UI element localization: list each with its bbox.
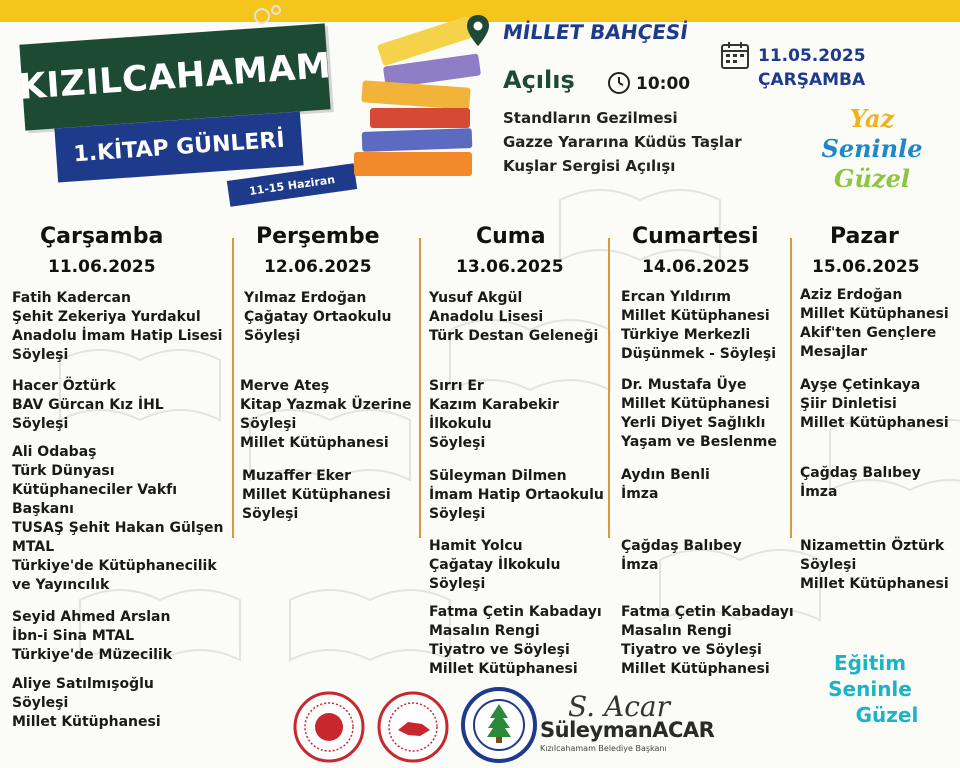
- entry-line: Tiyatro ve Söyleşi: [429, 642, 570, 658]
- entry-line: Aziz Erdoğan: [800, 287, 903, 303]
- schedule-entry: [800, 286, 949, 362]
- entry-line: Dr. Mustafa Üye: [621, 377, 747, 393]
- entry-line: Düşünmek - Söyleşi: [621, 346, 777, 362]
- entry-line: Sırrı Er: [429, 378, 484, 394]
- title-event: 1.KİTAP GÜNLERİ: [72, 127, 286, 167]
- entry-line: Şehit Zekeriya Yurdakul: [12, 309, 201, 325]
- mayor-signature: S. Acar: [568, 690, 670, 723]
- entry-line: Çağatay Ortaokulu: [244, 309, 392, 325]
- entry-line: Söyleşi: [800, 557, 857, 573]
- entry-line: Söyleşi: [12, 416, 69, 432]
- opening-date-block: [758, 44, 866, 92]
- entry-line: Türkiye Merkezli: [621, 327, 751, 343]
- entry-line: Millet Kütüphanesi: [621, 661, 770, 677]
- entry-line: Millet Kütüphanesi: [800, 415, 949, 431]
- entry-line: ve Yayıncılık: [12, 577, 110, 593]
- entry-line: Hamit Yolcu: [429, 538, 523, 554]
- schedule-entry: [800, 537, 949, 594]
- entry-line: Millet Kütüphanesi: [12, 714, 161, 730]
- entry-line: TUSAŞ Şehit Hakan Gülşen: [12, 520, 224, 536]
- venue-name: MİLLET BAHÇESİ: [501, 20, 690, 44]
- day-date: 13.06.2025: [456, 257, 564, 277]
- entry-line: Aliye Satılmışoğlu: [12, 676, 154, 692]
- mayor-last-name: ACAR: [652, 718, 715, 742]
- day-date: 14.06.2025: [642, 257, 750, 277]
- entry-line: İbn-i Sina MTAL: [12, 628, 135, 644]
- entry-line: Çağdaş Balıbey: [800, 465, 921, 481]
- entry-line: Çağdaş Balıbey: [621, 538, 742, 554]
- schedule-entry: [429, 603, 602, 679]
- opening-item: Gazze Yararına Küdüs Taşlar: [503, 133, 742, 151]
- clock-icon: [607, 71, 631, 95]
- schedule-entry: [800, 464, 921, 502]
- entry-line: Millet Kütüphanesi: [429, 661, 578, 677]
- entry-line: İmza: [800, 484, 838, 500]
- schedule-entry: [429, 537, 561, 594]
- summer-slogan: [812, 104, 932, 194]
- opening-item: Kuşlar Sergisi Açılışı: [503, 157, 676, 175]
- entry-line: Yusuf Akgül: [429, 290, 523, 306]
- books-stack-illustration: [348, 26, 488, 184]
- entry-line: Türkiye'de Kütüphanecilik: [12, 558, 217, 574]
- schedule-entry: [242, 467, 391, 524]
- entry-line: Millet Kütüphanesi: [621, 308, 770, 324]
- entry-line: Ali Odabaş: [12, 444, 97, 460]
- education-slogan: [800, 650, 940, 728]
- entry-line: İmza: [621, 557, 659, 573]
- day-date: 15.06.2025: [812, 257, 920, 277]
- entry-line: Masalın Rengi: [621, 623, 732, 639]
- day-name: Cuma: [476, 224, 546, 249]
- entry-line: Fatma Çetin Kabadayı: [621, 604, 794, 620]
- entry-line: Kütüphaneciler Vakfı: [12, 482, 178, 498]
- entry-line: Söyleşi: [240, 416, 297, 432]
- schedule-entry: [621, 603, 794, 679]
- calendar-icon: [720, 40, 750, 70]
- opening-label: Açılış: [503, 66, 575, 94]
- entry-line: Yerli Diyet Sağlıklı: [621, 415, 766, 431]
- entry-line: Ercan Yıldırım: [621, 289, 731, 305]
- ministry-seal-logo: [292, 690, 366, 764]
- slogan-line: Yaz: [849, 104, 895, 133]
- schedule-entry: [12, 443, 224, 595]
- schedule-entry: [12, 608, 172, 665]
- entry-line: Kitap Yazmak Üzerine: [240, 397, 412, 413]
- day-date: 12.06.2025: [264, 257, 372, 277]
- column-separator: [790, 238, 792, 538]
- mayor-first-name: Süleyman: [540, 718, 653, 742]
- day-name: Perşembe: [256, 224, 380, 249]
- entry-line: Yaşam ve Beslenme: [621, 434, 777, 450]
- entry-line: Millet Kütüphanesi: [800, 306, 949, 322]
- entry-line: Tiyatro ve Söyleşi: [621, 642, 762, 658]
- mayor-name: [540, 718, 714, 742]
- entry-line: Ayşe Çetinkaya: [800, 377, 921, 393]
- entry-line: Söyleşi: [242, 506, 299, 522]
- title-city: KIZILCAHAMAM: [17, 46, 333, 108]
- entry-line: Yılmaz Erdoğan: [244, 290, 367, 306]
- entry-line: Millet Kütüphanesi: [621, 396, 770, 412]
- date-ribbon: [227, 163, 357, 207]
- entry-line: Söyleşi: [429, 576, 486, 592]
- entry-line: BAV Gürcan Kız İHL: [12, 397, 164, 413]
- column-separator: [232, 238, 234, 538]
- entry-line: Hacer Öztürk: [12, 378, 116, 394]
- entry-line: İmam Hatip Ortaokulu: [429, 487, 604, 503]
- entry-line: Mesajlar: [800, 344, 868, 360]
- entry-line: Masalın Rengi: [429, 623, 540, 639]
- entry-line: Türkiye'de Müzecilik: [12, 647, 173, 663]
- government-seal-logo: [376, 690, 450, 764]
- entry-line: Söyleşi: [429, 435, 486, 451]
- entry-line: Söyleşi: [244, 328, 301, 344]
- entry-line: Söyleşi: [12, 695, 69, 711]
- slogan-line: Seninle: [828, 677, 912, 701]
- slogan-line: Güzel: [855, 703, 919, 727]
- entry-line: İmza: [621, 486, 659, 502]
- entry-line: Türk Destan Geleneği: [429, 328, 599, 344]
- schedule-entry: [12, 289, 222, 365]
- day-name: Çarşamba: [40, 224, 164, 249]
- ribbon-dates: 11-15 Haziran: [248, 172, 336, 198]
- opening-weekday: ÇARŞAMBA: [758, 70, 866, 90]
- entry-line: Başkanı: [12, 501, 74, 517]
- opening-time: 10:00: [636, 74, 691, 94]
- entry-line: Şiir Dinletisi: [800, 396, 897, 412]
- column-separator: [419, 238, 421, 538]
- schedule-entry: [621, 288, 776, 364]
- entry-line: Anadolu Lisesi: [429, 309, 544, 325]
- location-pin-icon: [465, 14, 491, 48]
- opening-item: Standların Gezilmesi: [503, 109, 678, 127]
- entry-line: Merve Ateş: [240, 378, 330, 394]
- schedule-entry: [240, 377, 412, 453]
- schedule-entry: [800, 376, 949, 433]
- schedule-entry: [621, 537, 742, 575]
- schedule-entry: [244, 289, 392, 346]
- entry-line: İlkokulu: [429, 416, 492, 432]
- entry-line: Akif'ten Gençlere: [800, 325, 937, 341]
- entry-line: Söyleşi: [429, 506, 486, 522]
- entry-line: Çağatay İlkokulu: [429, 557, 561, 573]
- schedule-entry: [429, 289, 598, 346]
- entry-line: Seyid Ahmed Arslan: [12, 609, 171, 625]
- entry-line: Kazım Karabekir: [429, 397, 559, 413]
- entry-line: Türk Dünyası: [12, 463, 115, 479]
- entry-line: Millet Kütüphanesi: [242, 487, 391, 503]
- entry-line: MTAL: [12, 539, 55, 555]
- schedule-entry: [429, 377, 559, 453]
- day-date: 11.06.2025: [48, 257, 156, 277]
- schedule-entry: [12, 675, 161, 732]
- entry-line: Muzaffer Eker: [242, 468, 352, 484]
- entry-line: Aydın Benli: [621, 467, 710, 483]
- municipality-seal-logo: [460, 686, 538, 764]
- slogan-line: Seninle: [821, 134, 923, 163]
- slogan-line: Eğitim: [833, 651, 907, 675]
- opening-program: [503, 106, 742, 178]
- entry-line: Fatma Çetin Kabadayı: [429, 604, 602, 620]
- entry-line: Anadolu İmam Hatip Lisesi: [12, 328, 223, 344]
- column-separator: [608, 238, 610, 538]
- entry-line: Süleyman Dilmen: [429, 468, 567, 484]
- day-name: Cumartesi: [632, 224, 759, 249]
- entry-line: Millet Kütüphanesi: [800, 576, 949, 592]
- schedule-entry: [621, 376, 777, 452]
- entry-line: Millet Kütüphanesi: [240, 435, 389, 451]
- schedule-entry: [621, 466, 710, 504]
- entry-line: Söyleşi: [12, 347, 69, 363]
- day-name: Pazar: [830, 224, 899, 249]
- schedule-entry: [12, 377, 164, 434]
- opening-date: 11.05.2025: [758, 46, 866, 66]
- mayor-title: Kızılcahamam Belediye Başkanı: [540, 744, 667, 753]
- entry-line: Fatih Kadercan: [12, 290, 131, 306]
- entry-line: Nizamettin Öztürk: [800, 538, 945, 554]
- slogan-line: Güzel: [834, 164, 910, 193]
- schedule-entry: [429, 467, 604, 524]
